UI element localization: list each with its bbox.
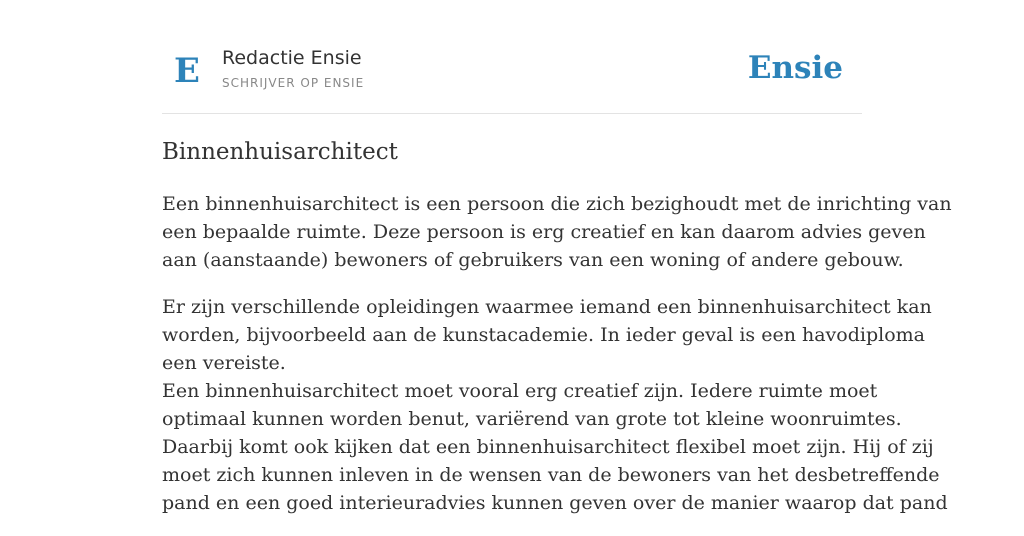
article-body — [162, 190, 952, 536]
article-header — [162, 0, 862, 114]
text-line: pand en een goed interieuradvies kunnen geven over de manier waarop dat pand — [162, 492, 948, 514]
author-avatar[interactable]: E — [174, 51, 200, 91]
text-line: Er zijn verschillende opleidingen waarmee iemand een binnenhuisarchitect kan — [162, 296, 932, 318]
text-line: Een binnenhuisarchitect moet vooral erg creatief zijn. Iedere ruimte moet — [162, 380, 878, 402]
paragraph-1 — [162, 190, 952, 274]
article-title: Binnenhuisarchitect — [162, 139, 398, 165]
paragraph-2 — [162, 293, 948, 517]
text-line: worden, bijvoorbeeld aan de kunstacademie. In ieder geval is een havodiploma — [162, 324, 925, 346]
ensie-logo[interactable]: Ensie — [747, 50, 843, 86]
article-card — [162, 0, 952, 514]
text-line: optimaal kunnen worden benut, variërend van grote tot kleine woonruimtes. — [162, 408, 902, 430]
author-role: SCHRIJVER OP ENSIE — [222, 76, 365, 90]
text-line: een bepaalde ruimte. Deze persoon is erg creatief en kan daarom advies geven — [162, 221, 926, 243]
text-line: Daarbij komt ook kijken dat een binnenhuisarchitect flexibel moet zijn. Hij of zij — [162, 436, 934, 458]
author-name[interactable]: Redactie Ensie — [222, 47, 362, 69]
text-line: Een binnenhuisarchitect is een persoon die zich bezighoudt met de inrichting van — [162, 193, 952, 215]
text-line: een vereiste. — [162, 352, 286, 374]
text-line: moet zich kunnen inleven in de wensen van de bewoners van het desbetreffende — [162, 464, 940, 486]
text-line: aan (aanstaande) bewoners of gebruikers van een woning of andere gebouw. — [162, 249, 904, 271]
